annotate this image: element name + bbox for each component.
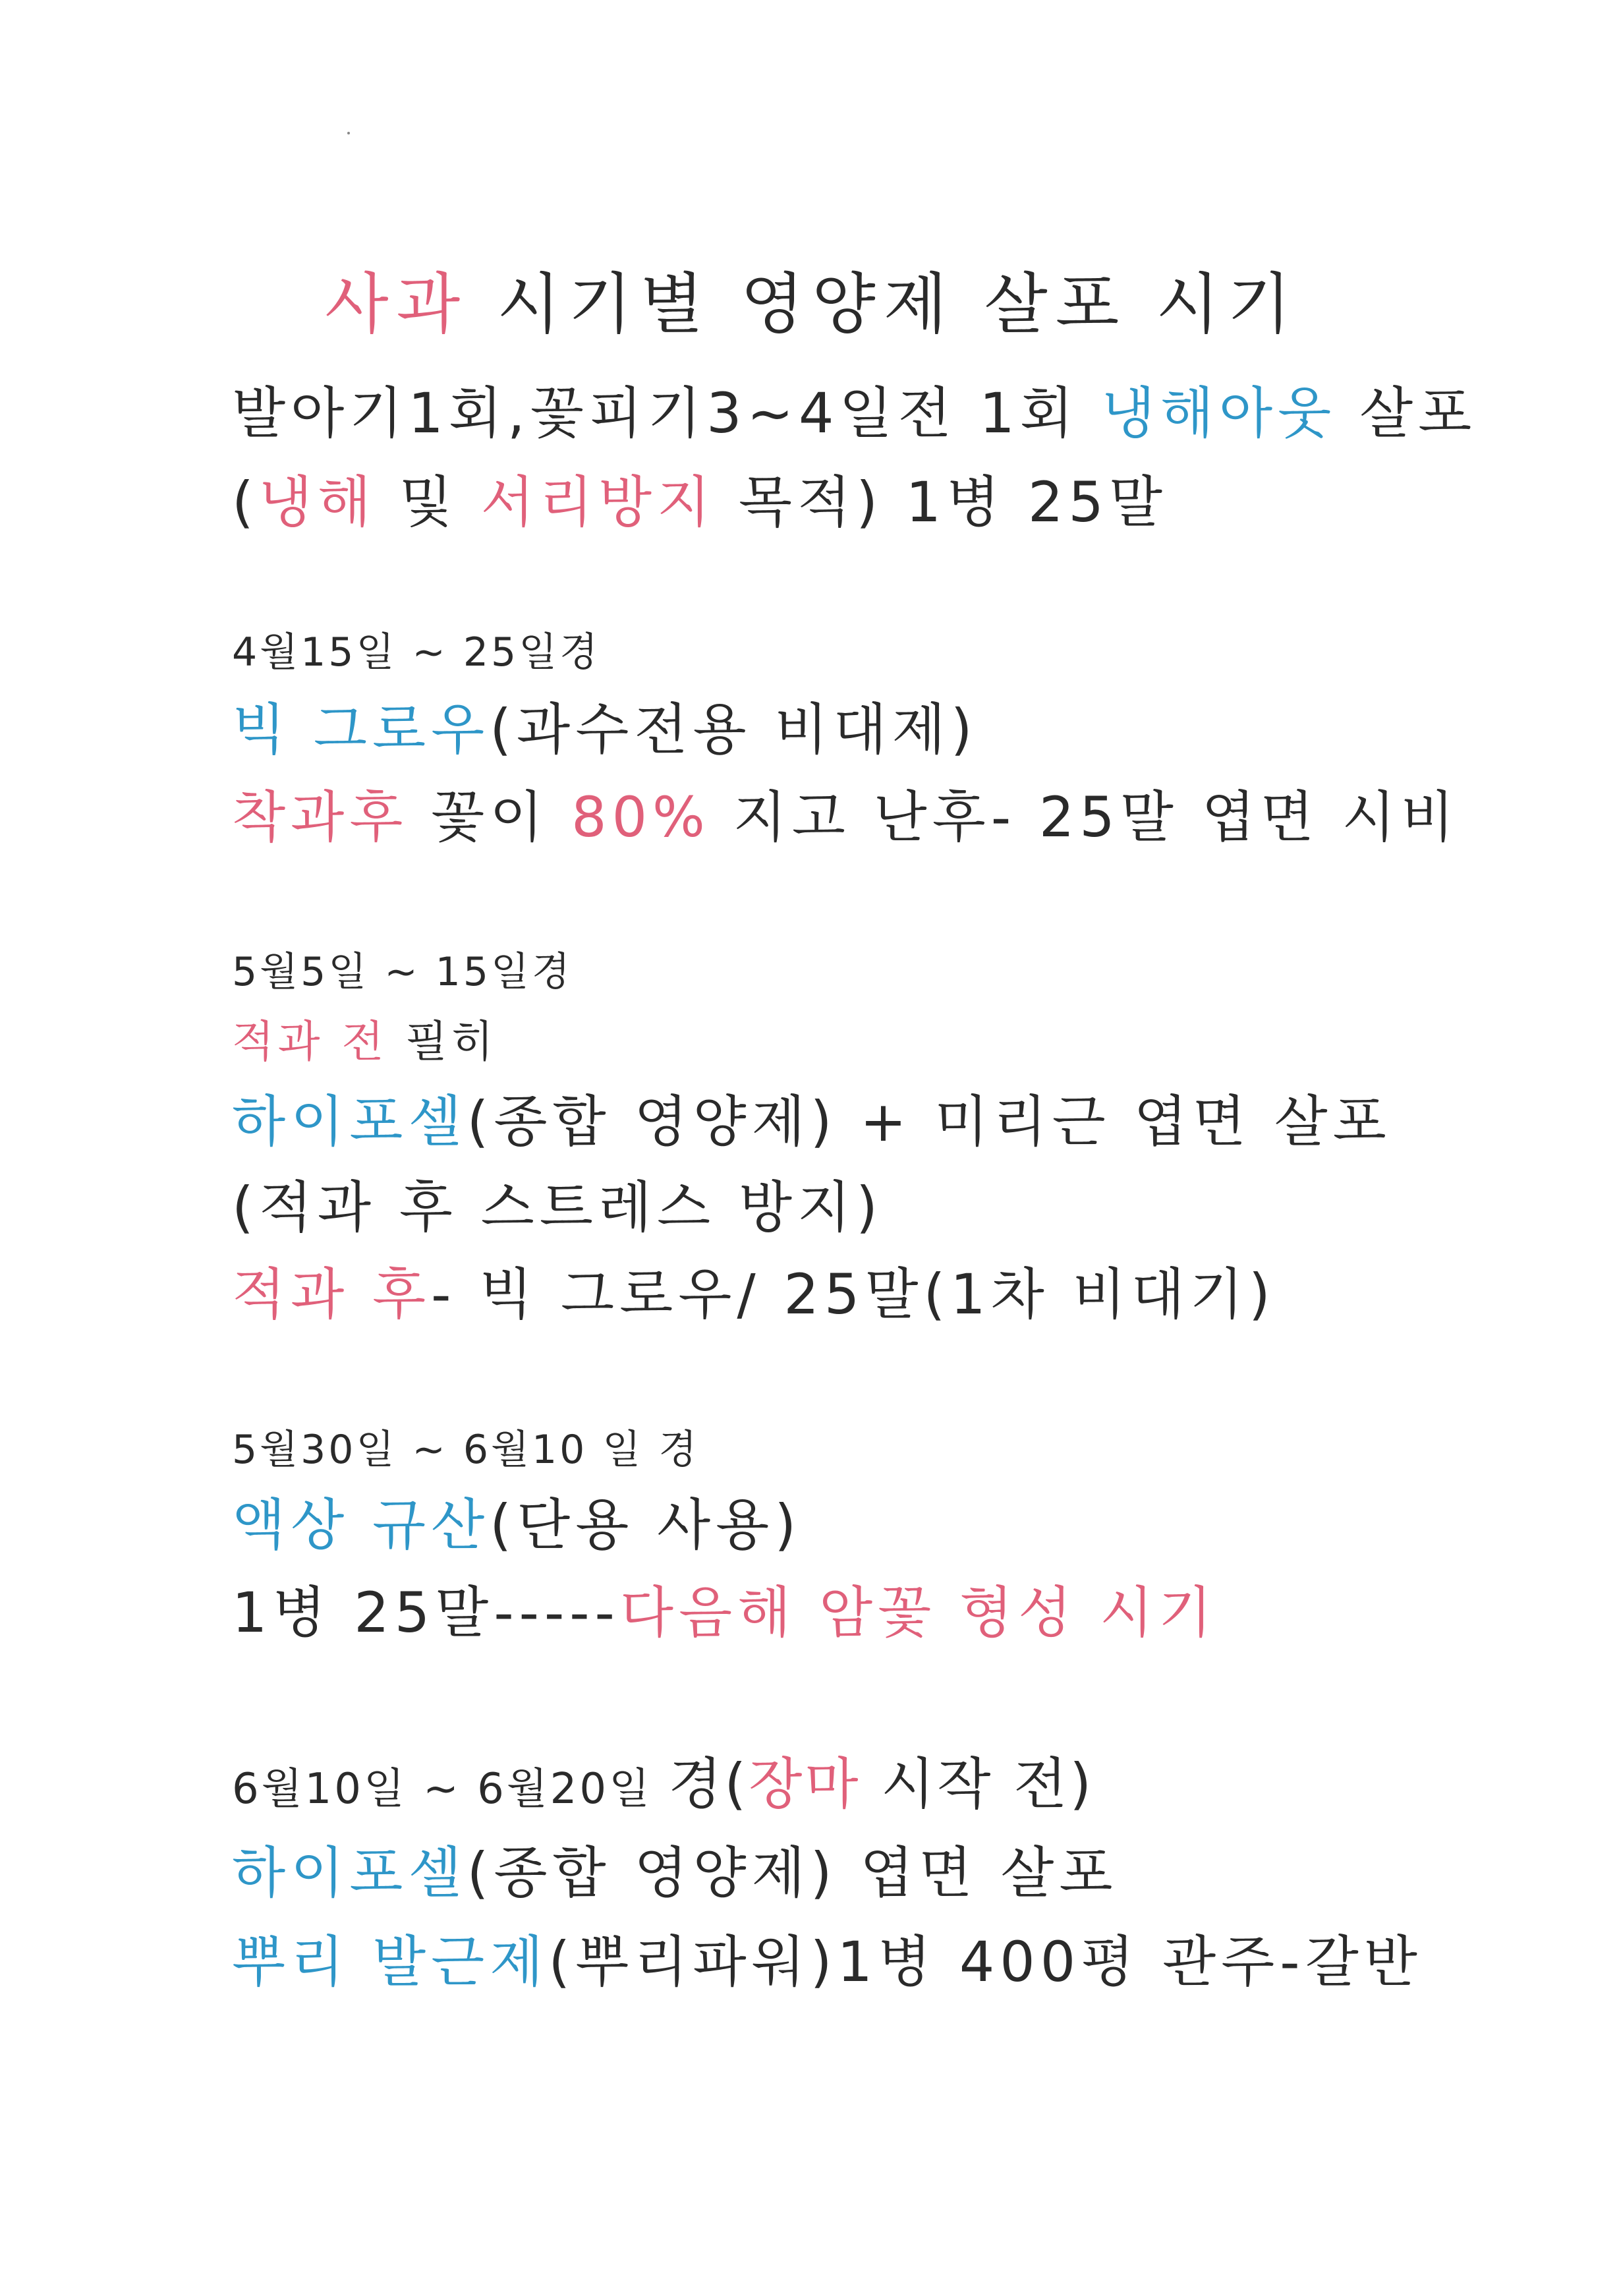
section4-rain: 장마 bbox=[749, 1752, 861, 1816]
section1-text-b: 지고 난후- 25말 엽면 시비 bbox=[710, 785, 1460, 849]
section4-product: 하이포셀 bbox=[232, 1841, 467, 1905]
section2-post-line bbox=[232, 1262, 1276, 1327]
section3-dose: 1병 25말----- bbox=[232, 1580, 620, 1645]
intro-line-2 bbox=[232, 470, 1168, 534]
section3-purpose: 다음해 암꽃 형성 시기 bbox=[619, 1580, 1218, 1645]
section2-pre-rest: 필히 bbox=[387, 1016, 497, 1067]
section2-product-rest: (종합 영양제) + 미리근 엽면 살포 bbox=[467, 1089, 1392, 1154]
section3-date: 5월30일 ~ 6월10 일 경 bbox=[232, 1427, 700, 1473]
section4-root-rest: (뿌리파워)1병 400평 관주-갈반 bbox=[548, 1930, 1423, 1994]
section2-date: 5월5일 ~ 15일경 bbox=[232, 949, 573, 995]
section2-product-line bbox=[232, 1089, 1392, 1154]
scan-speck bbox=[347, 132, 350, 134]
section3-dose-line bbox=[232, 1580, 1218, 1645]
section4-root-line bbox=[232, 1930, 1423, 1994]
section3-product-line bbox=[232, 1493, 802, 1557]
section2-product: 하이포셀 bbox=[232, 1089, 467, 1154]
section1-date: 4월15일 ~ 25일경 bbox=[232, 629, 601, 675]
section1-product: 빅 그로우 bbox=[232, 697, 490, 762]
intro-and: 및 bbox=[376, 470, 481, 534]
section2-note: (적과 후 스트레스 방지) bbox=[232, 1175, 883, 1240]
section4-product-line bbox=[232, 1841, 1118, 1905]
section1-percent: 80% bbox=[571, 785, 710, 849]
section1-product-line bbox=[232, 697, 978, 762]
section4-date: 6월10일 ~ 6월20일 bbox=[232, 1765, 669, 1814]
section2-pre-label: 적과 전 bbox=[232, 1016, 388, 1067]
section2-post-label: 적과 후 bbox=[232, 1262, 432, 1327]
page-title bbox=[325, 266, 1299, 343]
intro-open: ( bbox=[232, 470, 259, 534]
section2-post-rest: - 빅 그로우/ 25말(1차 비대기) bbox=[431, 1262, 1276, 1327]
section1-product-note: (과수전용 비대제) bbox=[490, 697, 978, 762]
intro-frost: 냉해 bbox=[258, 470, 377, 534]
section4-date-tail: 경( bbox=[668, 1752, 749, 1816]
intro-line-1 bbox=[232, 381, 1477, 445]
section1-timing: 착과후 bbox=[232, 785, 409, 849]
title-rest: 시기별 영양제 살포 시기 bbox=[468, 266, 1299, 343]
section1-text-a: 꽃이 bbox=[408, 785, 572, 849]
section3-product-rest: (단용 사용) bbox=[490, 1493, 802, 1557]
intro-rest: 목적) 1병 25말 bbox=[716, 470, 1168, 534]
section4-product-rest: (종합 영양제) 엽면 살포 bbox=[467, 1841, 1118, 1905]
section4-date-line bbox=[232, 1752, 1094, 1816]
section2-pre-line bbox=[232, 1016, 497, 1067]
section1-timing-line bbox=[232, 785, 1460, 849]
section4-date-end: 시작 전) bbox=[861, 1752, 1094, 1816]
intro-text-a: 발아기1회,꽃피기3~4일전 1회 bbox=[232, 381, 1102, 445]
intro-prevent: 서리방지 bbox=[480, 470, 716, 534]
intro-product: 냉해아웃 bbox=[1101, 381, 1337, 445]
section4-root-product: 뿌리 발근제 bbox=[232, 1930, 549, 1994]
section3-product: 액상 규산 bbox=[232, 1493, 490, 1557]
intro-text-b: 살포 bbox=[1336, 381, 1477, 445]
title-fruit: 사과 bbox=[325, 266, 469, 343]
